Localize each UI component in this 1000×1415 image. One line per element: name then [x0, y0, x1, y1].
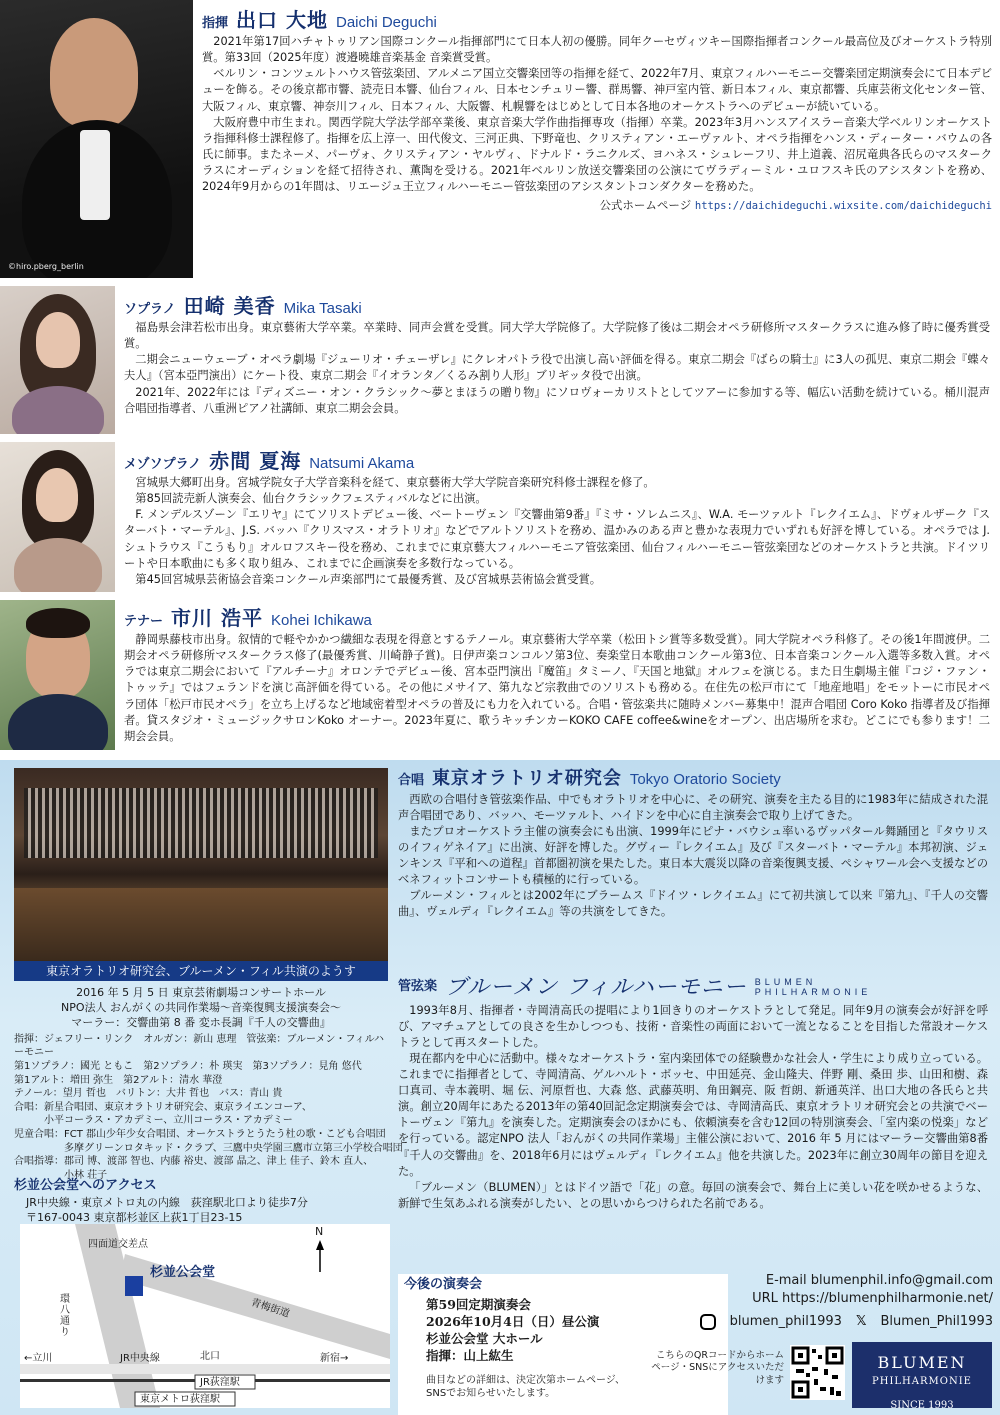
past-concert-info: [14, 986, 403, 1182]
bio-paragraph: 二期会ニューウェーブ・オペラ劇場『ジューリオ・チェーザレ』にクレオパトラ役で出演し高い評価を得る。東京二期会『ばらの騎士』に3人の孤児、東京二期会『蝶々夫人』（宮本亞門演出）にケート役、東京二期会『イオランタ／くるみ割り人形』ブリギッタ役で出演。: [124, 353, 990, 383]
homepage-link[interactable]: https://daichideguchi.wixsite.com/daichideguchi: [694, 199, 992, 212]
map-label-chuo: JR中央線: [120, 1353, 160, 1364]
credit-line: 小平コーラス・アカデミー、立川コーラス・アカデミー: [14, 1115, 293, 1127]
bio-paragraph: 2021年、2022年には『ディズニー・オン・クラシック〜夢とまほうの贈り物』にソロヴォーカリストとしてツアーに参加する等、幅広い活動を続けている。桶川混声合唱団指導者、八重洲ピアノ社講師、東京二期会会員。: [124, 385, 990, 415]
concert-line: 2016 年 5 月 5 日 東京芸術劇場コンサートホール: [76, 986, 326, 999]
name-jp: 赤間 夏海: [209, 449, 302, 473]
name-en-line2: PHILHARMONIE: [754, 986, 872, 997]
website-link[interactable]: URL https://blumenphilharmonie.net/: [752, 1291, 993, 1307]
contact-block: [648, 1272, 993, 1331]
role-label: 指揮: [202, 16, 229, 31]
map-north-icon: N: [315, 1225, 324, 1238]
bio-paragraph: またプロオーケストラ主催の演奏会にも出演、1999年にピナ・バウシュ率いるヴッパタール舞踊団と『タウリスのイフィゲネイア』に出演、好評を博した。グヴィー『レクイエム』及び『スターバト・マーテル』本邦初演、ジェンキンス『平和への道程』首都圏初演を果たした。東日本大震災以降の音楽復興支援、ペシャワール会へ支援などのベネフィットコンサートも積極的に行っている。: [398, 824, 988, 886]
map-label-ome: 青梅街道: [249, 1297, 291, 1320]
role-label: 管弦楽: [398, 979, 438, 995]
soprano-photo: [0, 286, 115, 434]
bio-paragraph: 第45回宮城県芸術協会音楽コンクール声楽部門にて最優秀賞、及び宮城県芸術協会賞受賞。: [135, 572, 602, 586]
credit-line: 児童合唱：FCT 郡山少年少女合唱団、オーケストラとうたう杜の歌・こども合唱団: [14, 1129, 386, 1141]
conductor-header: [202, 6, 992, 34]
bio-paragraph: 福島県会津若松市出身。東京藝術大学卒業。卒業時、同声会賞を受賞。同大学大学院修了。大学院修了後は二期会オペラ研修所マスタークラスに進み修了時に優秀賞受賞。: [124, 321, 990, 351]
name-en: Mika Tasaki: [283, 300, 362, 317]
tenor-photo: [0, 600, 115, 750]
access-info: [26, 1196, 308, 1226]
access-line: JR中央線・東京メトロ丸の内線 荻窪駅北口より徒歩7分: [26, 1196, 308, 1209]
bio-paragraph: 静岡県藤枝市出身。叙情的で軽やかかつ繊細な表現を得意とするテノール。東京藝術大学卒業（松田トシ賞等多数受賞）。同大学院オペラ科修了。その後1年間渡伊。二期会オペラ研修所マスタークラス修了(最優秀賞、川崎静子賞)。日伊声楽コンコルソ第3位、奏楽堂日本歌曲コンクール第3位、日本音楽コンクール入選等多数入賞。オペラでは東京二期会において『アルチーナ』オロンテでデビュー後、宮本亞門演出『魔笛』タミーノ、『天国と地獄』オルフェを演じる。また日生劇場主催『コジ・ファン・トゥッテ』ではフェランドを演じ高評価を得ている。その他にメサイア、第九など宗教曲でのソリストも務める。在住先の松戸市にて「地産地唱」をモットーに市民オペラ団体「松戸市民オペラ」を立ち上げるなど地域密着型オペラの普及にも力を入れている。合唱・管弦楽共に随時メンバー募集中！混声合唱団 Coro Koko 指導者及び指揮者。貸スタジオ・ミュージックサロンKoko オーナー。2023年夏に、歌うキッチンカーKOKO CAFE coffee&wineをオープン、出店場所を求む。どこにでも参ります！二期会会員。: [124, 633, 990, 743]
credit-line: 第1ソプラノ：國光 ともこ 第2ソプラノ：朴 瑛実 第3ソプラノ：見角 悠代: [14, 1061, 362, 1073]
credit-line: テノール：望月 哲也 バリトン：大井 哲也 バス：青山 貴: [14, 1088, 283, 1100]
instagram-icon: [700, 1314, 716, 1330]
upcoming-venue: 杉並公会堂 大ホール: [426, 1331, 543, 1346]
mezzo-photo: [0, 442, 115, 592]
name-en: Natsumi Akama: [309, 455, 415, 472]
tenor-section: [124, 604, 990, 745]
x-handle[interactable]: Blumen_Phil1993: [880, 1313, 993, 1329]
homepage-label: 公式ホームページ: [599, 197, 692, 212]
bio-paragraph: ブルーメン・フィルとは2002年にブラームス『ドイツ・レクイエム』にて初共演して以来『第九』、『千人の交響曲』、ヴェルディ『レクイエム』等の共演をしてきた。: [398, 888, 988, 918]
credit-line: 合唱指導：郡司 博、渡部 智也、内藤 裕史、渡部 晶之、津上 佳子、鈴木 直人、: [14, 1156, 374, 1168]
bio-paragraph: ベルリン・コンツェルトハウス管弦楽団、アルメニア国立交響楽団等の指揮を経て、2022年7月、東京フィルハーモニー交響楽団定期演奏会にて日本デビューを飾る。その後京都市響、読売日本響、仙台フィル、日本センチュリー響、群馬響、神戸室内管、新日本フィル、東京都響、兵庫芸術文化センター管、大阪フィル、東京響、神奈川フィル、日本フィル、大阪響、札幌響をはじめとして日本各地のオーケストラへのデビューが続いている。: [202, 67, 992, 113]
bio-paragraph: 宮城県大郷町出身。宮城学院女子大学音楽科を経て、東京藝術大学大学院音楽研究科修士課程を修了。: [135, 476, 655, 490]
qr-code-icon[interactable]: [790, 1345, 845, 1400]
bio-paragraph: 西欧の合唱付き管弦楽作品、中でもオラトリオを中心に、その研究、演奏を主たる目的に1983年に結成された混声合唱団であり、バッハ、モーツァルト、ハイドンを中心に自主演奏会で取り上げてきた。: [398, 792, 988, 822]
upcoming-title: 今後の演奏会: [404, 1277, 483, 1292]
name-en: Daichi Deguchi: [335, 14, 437, 31]
access-address: 〒167-0043 東京都杉並区上荻1丁目23-15: [26, 1210, 243, 1224]
logo-line1: BLUMEN: [877, 1353, 967, 1372]
name-jp: 出口 大地: [236, 8, 328, 32]
credit-line: 指揮：ジェフリー・リンク オルガン：新山 恵理 管弦楽：ブルーメン・フィルハーモニー: [14, 1033, 384, 1059]
orchestra-logo: [852, 1342, 992, 1411]
instagram-handle[interactable]: blumen_phil1993: [729, 1313, 842, 1329]
credit-line: 合唱：新星合唱団、東京オラトリオ研究会、東京ライエンコーア、: [14, 1101, 312, 1113]
homepage-line: [202, 197, 992, 214]
map-label-kitaguchi: 北口: [200, 1351, 220, 1362]
concert-photo: [14, 768, 388, 961]
name-jp: 東京オラトリオ研究会: [432, 768, 622, 789]
bio-paragraph: 現在都内を中心に活動中。様々なオーケストラ・室内楽団体での経験豊かな社会人・学生により成り立っている。これまでに指揮者として、寺岡清高、ゲルハルト・ボッセ、中田延亮、金山隆夫、伴野 剛、桑田 歩、山田和樹、森口真司、寺本義明、堀 伝、河原哲也、大森 悠、武藤英明、角田鋼亮、阪 哲朗、新通英洋、出口大地の各氏らと共演。創立20周年にあたる2013年の第40回記念定期演奏会では、寺岡清高氏、東京オラトリオ研究会との共演でベートーヴェン『第九』を演奏した。定期演奏会のほかにも、依頼演奏を含む12回の特別演奏会、「室内楽の悦楽」などを行っている。認定NPO 法人「おんがくの共同作業場」主催公演において、2016 年 5 月にはマーラー交響曲第8番『千人の交響曲』を、2018年6月にはヴェルディ『レクイエム』他を共演した。2023年に創立30周年の節目を迎えた。: [398, 1052, 988, 1178]
credit-line: 第1アルト：増田 弥生 第2アルト：清水 華澄: [14, 1074, 223, 1086]
conductor-section: [202, 6, 992, 214]
name-jp: 田崎 美香: [183, 294, 276, 318]
photo-credit: ©hiro.pberg_berlin: [8, 261, 84, 271]
x-icon: 𝕏: [855, 1313, 867, 1329]
choir-section: [398, 766, 988, 920]
upcoming-conductor: 指揮：山上紘生: [426, 1348, 514, 1363]
concert-line: NPO法人 おんがくの共同作業場〜音楽復興支援演奏会〜: [60, 1000, 341, 1014]
name-jp: 市川 浩平: [171, 606, 263, 630]
role-label: 合唱: [398, 773, 425, 788]
credit-line: 多摩グリーンロタキッド・クラブ、三鷹中央学園三鷹市立第三小学校合唱団: [14, 1142, 403, 1154]
soprano-section: [124, 292, 990, 417]
bio-paragraph: 第85回読売新人演奏会、仙台クラシックフェスティバルなどに出演。: [135, 492, 487, 506]
concert-photo-caption: 東京オラトリオ研究会、ブルーメン・フィル共演のようす: [14, 961, 388, 981]
qr-note: こちらのQRコードからホームページ・SNSにアクセスいただけます: [651, 1350, 784, 1386]
conductor-photo: [0, 0, 193, 278]
name-en-line1: BLUMEN: [754, 976, 817, 987]
mezzo-section: [124, 447, 990, 588]
email-link[interactable]: E-mail blumenphil.info@gmail.com: [765, 1273, 993, 1288]
orchestra-section: [398, 972, 988, 1212]
access-map: [20, 1224, 390, 1408]
map-label-jr-station: JR荻窪駅: [200, 1377, 240, 1388]
map-label-shinjuku: 新宿→: [320, 1353, 349, 1364]
concert-line: マーラー：交響曲第 8 番 変ホ長調『千人の交響曲』: [71, 1015, 331, 1029]
map-label-metro-station: 東京メトロ荻窪駅: [140, 1394, 220, 1405]
access-title: 杉並公会堂へのアクセス: [14, 1178, 157, 1193]
map-label-yotsukado: 四面道交差点: [88, 1239, 148, 1250]
bio-paragraph: 2021年第17回ハチャトゥリアン国際コンクール指揮部門にて日本人初の優勝。同年クーセヴィツキー国際指揮者コンクール最高位及びオーケストラ特別賞。第33回（2025年度）渡邉曉雄音楽基金 音楽賞受賞。: [202, 35, 992, 65]
bio-paragraph: 「ブルーメン（BLUMEN）」とはドイツ語で「花」の意。毎回の演奏会で、舞台上に美しい花を咲かせるような、新鮮で生気あふれる演奏がしたい、との思いからつけられた名前である。: [398, 1180, 988, 1210]
name-en: Tokyo Oratorio Society: [629, 771, 781, 788]
credit-line: 小林 荘子: [14, 1169, 108, 1181]
map-label-hall: 杉並公会堂: [150, 1265, 216, 1280]
upcoming-date: 2026年10月4日（日）昼公演: [426, 1314, 600, 1329]
role-label: テナー: [124, 614, 164, 629]
conductor-bio: [202, 34, 992, 194]
map-label-tachikawa: ←立川: [24, 1353, 53, 1364]
logo-line2: PHILHARMONIE: [872, 1375, 972, 1387]
bio-paragraph: F. メンデルスゾーン『エリヤ』にてソリストデビュー後、ベートーヴェン『交響曲第9番』『ミサ・ソレムニス』、W.A. モーツァルト『レクイエム』、ドヴォルザーク『スターバト・マーテル』、J.S. バッハ『クリスマス・オラトリオ』などでアルトソリストを務め、温かみのある声と豊かな表現力でいずれも好評を博している。オペラでは J. シュトラウス『こうもり』オルロフスキー役を務め、これまでに東京藝大フィルハーモニア管弦楽団、仙台フィルハーモニー管弦楽団などのオーケストラと共演。ドイツリートや日本歌曲にも多く取り組み、これまでに企画演奏を多数行なっている。: [124, 508, 990, 570]
role-label: メゾソプラノ: [124, 457, 202, 472]
bio-paragraph: 1993年8月、指揮者・寺岡清高氏の提唱により1回きりのオーケストラとして発足。同年9月の演奏会が好評を呼び、アマチュアとしての良さを生かしつつも、技術・音楽性の両面において一流となることを目指した常設オーケストラとして再スタートした。: [398, 1004, 988, 1050]
map-label-kanpachi: 環八通り: [60, 1294, 70, 1338]
upcoming-line: 第59回定期演奏会: [426, 1297, 531, 1312]
upcoming-note: 曲目などの詳細は、決定次第ホームページ、SNSでお知らせいたします。: [426, 1375, 625, 1399]
name-en: Kohei Ichikawa: [270, 612, 372, 629]
bio-paragraph: 大阪府豊中市生まれ。関西学院大学法学部卒業後、東京音楽大学作曲指揮専攻（指揮）卒業。2023年3月ハンスアイスラー音楽大学ベルリンオーケストラ指揮科修士課程修了。指揮を広上淳一、田代俊文、三河正典、下野竜也、クリスティアン・エーヴァルト、オペラ指揮をハンス・ディーター・バウムの各氏に師事。またネーメ、パーヴォ、クリスティアン・ヤルヴィ、ドナルド・ラニクルズ、ヨハネス・シュレーフリ、井上道義、沼尻竜典各氏らのマスタークラスにオーディションを経て招待され、薫陶を受ける。2021年ベルリン放送交響楽団の公演にてヴラディーミル・ユロフスキ氏のアシスタントを務め、2024年9月からの1年間は、リエージュ王立フィルハーモニー管弦楽団のアシスタントコンダクターを務めた。: [202, 115, 992, 193]
role-label: ソプラノ: [124, 302, 176, 317]
logo-line3: SINCE 1993: [890, 1399, 954, 1411]
name-jp: ブルーメン フィルハーモニー: [445, 975, 747, 1000]
